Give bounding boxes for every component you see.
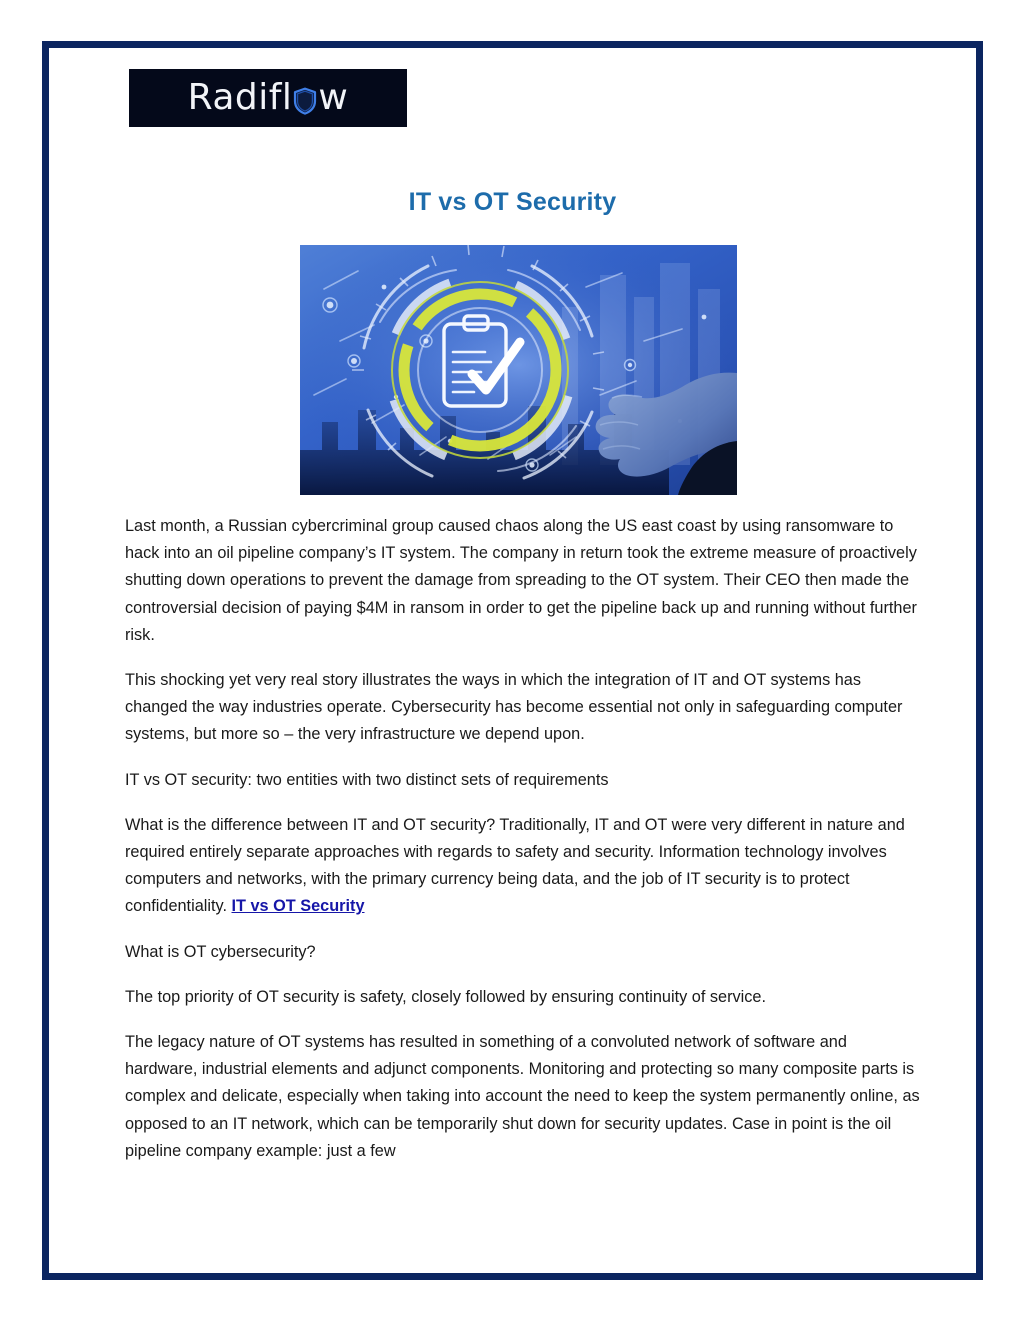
it-vs-ot-security-link[interactable]: IT vs OT Security — [231, 897, 365, 916]
page-title: IT vs OT Security — [408, 188, 617, 216]
paragraph-3-subheading: IT vs OT security: two entities with two distinct sets of requirements — [125, 770, 609, 789]
logo-wordmark — [187, 77, 349, 118]
paragraph-1: Last month, a Russian cybercriminal group caused chaos along the US east coast by using ransomware to hack into an oil pipeline company’s IT system. The company in return took the extreme measure of proactively shutting down operations to prevent the damage from spreading to the OT system. Their CEO then made the controversial decision of paying $4M in ransom in order to get the pipeline back up and running without further risk. — [125, 517, 917, 644]
hero-image — [300, 245, 737, 495]
page-border-frame — [42, 41, 983, 1280]
paragraph-6: The top priority of OT security is safety, closely followed by ensuring continuity of service. — [125, 987, 766, 1006]
radiflow-logo — [129, 69, 407, 127]
paragraph-4 — [125, 812, 920, 921]
paragraph-2: This shocking yet very real story illustrates the ways in which the integration of IT and OT systems has changed the way industries operate. Cybersecurity has become essential not only in safeguarding computer systems, but more so – the very infrastructure we depend upon. — [125, 671, 903, 744]
logo-text-after: w — [318, 77, 349, 118]
paragraph-7: The legacy nature of OT systems has resulted in something of a convoluted network of software and hardware, industrial elements and adjunct components. Monitoring and protecting so many composite parts is complex and delicate, especially when taking into account the need to keep the system permanently online, as opposed to an IT network, which can be temporarily shut down for security updates. Case in point is the oil pipeline company example: just a few — [125, 1033, 920, 1160]
page-content-area — [49, 48, 976, 1273]
article-body — [125, 513, 920, 1183]
paragraph-4-text: What is the difference between IT and OT security? Traditionally, IT and OT were very different in nature and required entirely separate approaches with regards to safety and security. Information technology involves computers and networks, with the primary currency being data, and the job of IT security is to protect confidentiality. — [125, 815, 905, 916]
shield-icon — [293, 86, 317, 114]
paragraph-5-subheading: What is OT cybersecurity? — [125, 942, 316, 961]
logo-text-before: Radifl — [187, 77, 293, 118]
